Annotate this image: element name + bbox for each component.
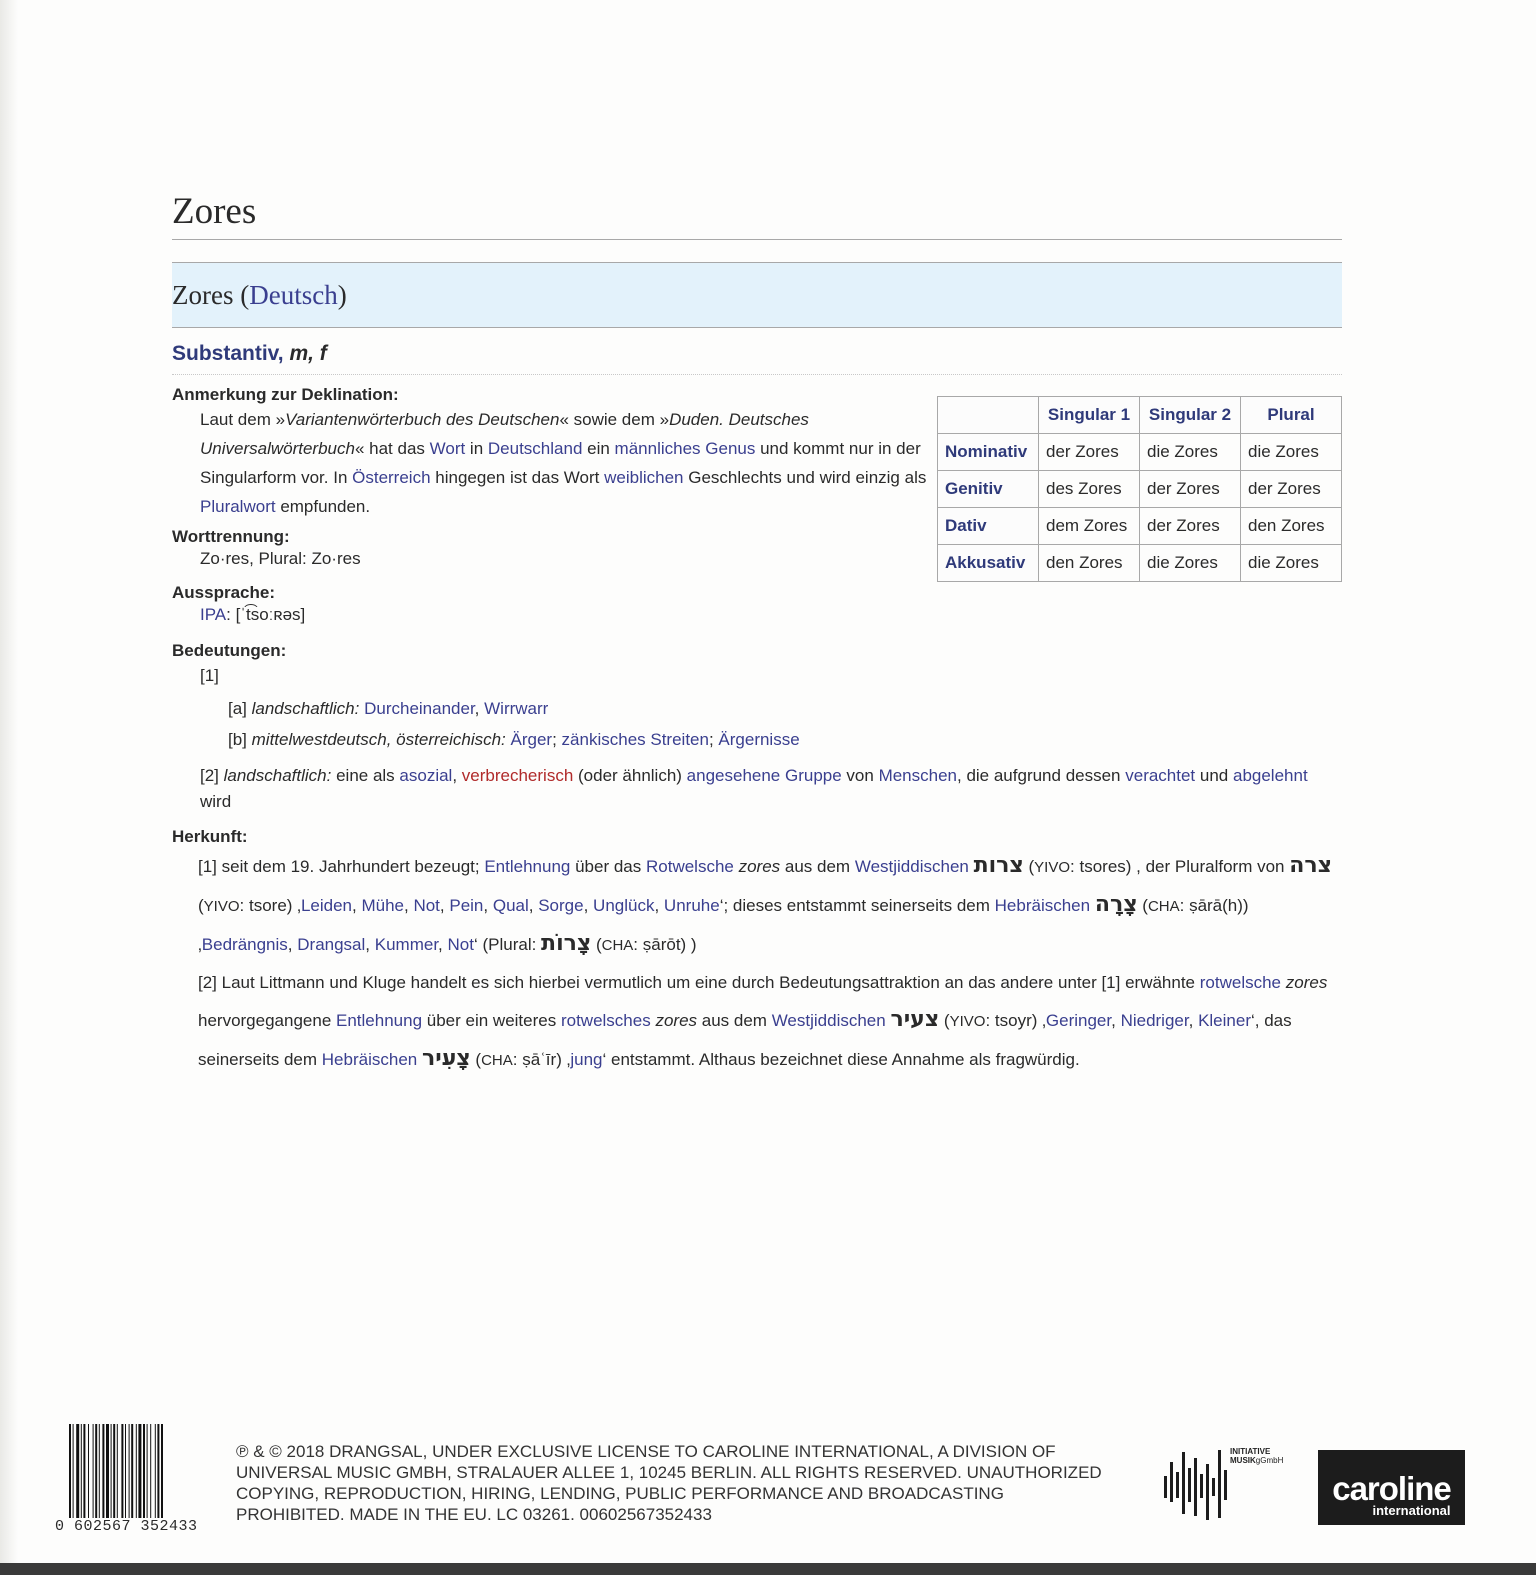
barcode-bar bbox=[69, 1424, 71, 1524]
meaning-item: [b] mittelwestdeutsch, österreichisch: Ärger; zänkisches Streiten; Ärgernisse bbox=[228, 730, 800, 749]
link[interactable]: jung bbox=[570, 1050, 603, 1069]
link[interactable]: Deutschland bbox=[487, 439, 583, 458]
gender: m, f bbox=[289, 342, 327, 365]
hebrew-word: צָרָה bbox=[1094, 892, 1138, 917]
link[interactable]: Österreich bbox=[352, 468, 431, 487]
link[interactable]: Pein bbox=[449, 896, 484, 915]
case-label[interactable]: Akkusativ bbox=[938, 545, 1039, 582]
table-cell: den Zores bbox=[1039, 545, 1140, 582]
link[interactable]: zänkisches Streiten bbox=[561, 730, 709, 749]
link[interactable]: Wirrwarr bbox=[484, 699, 549, 718]
link[interactable]: rotwelsche bbox=[1199, 973, 1282, 992]
dictionary-page bbox=[172, 190, 1342, 1079]
table-row bbox=[938, 545, 1342, 582]
link[interactable]: Westjiddischen bbox=[771, 1011, 886, 1030]
meaning-item: [a] landschaftlich: Durcheinander, Wirrwarr bbox=[228, 699, 549, 718]
barcode-bar bbox=[121, 1424, 123, 1524]
link[interactable]: Entlehnung bbox=[484, 857, 571, 876]
link[interactable]: Kleiner bbox=[1198, 1011, 1251, 1030]
pronunciation-section bbox=[172, 583, 1342, 627]
link[interactable]: Ärger bbox=[510, 730, 553, 749]
language-header bbox=[172, 262, 1342, 328]
barcode-bar bbox=[117, 1424, 118, 1524]
column-header: Singular 1 bbox=[1039, 397, 1140, 434]
section-heading: Aussprache: bbox=[172, 583, 275, 602]
barcode-bar bbox=[102, 1424, 104, 1524]
link[interactable]: männliches bbox=[614, 439, 701, 458]
hebrew-word: צרה bbox=[1289, 853, 1332, 878]
page-title: Zores bbox=[172, 190, 1342, 240]
link[interactable]: verachtet bbox=[1125, 766, 1196, 785]
link[interactable]: Kummer bbox=[374, 935, 439, 954]
link[interactable]: Genus bbox=[705, 439, 756, 458]
table-cell: die Zores bbox=[1241, 545, 1342, 582]
link[interactable]: asozial bbox=[399, 766, 453, 785]
origin-section bbox=[172, 827, 1342, 1079]
link[interactable]: Westjiddischen bbox=[854, 857, 969, 876]
copyright-notice: ℗ & © 2018 DRANGSAL, UNDER EXCLUSIVE LICENSE TO CAROLINE INTERNATIONAL, A DIVISION OF UNIVERSAL MUSIC GMBH, STRALAUER ALLEE 1, 10245 BERLIN. ALL RIGHTS RESERVED. UNAUTHORIZED COPYING, REPRODUCTION, HIRING, LENDING, PUBLIC PERFORMANCE AND BROADCASTING PROHIBITED. MADE IN THE EU. LC 03261. 00602567352433 bbox=[236, 1442, 1102, 1524]
barcode-bar bbox=[99, 1424, 100, 1524]
hebrew-word: צָעִיר bbox=[421, 1046, 471, 1071]
barcode-bar bbox=[131, 1424, 133, 1524]
barcode-bar bbox=[95, 1424, 97, 1524]
language-link[interactable]: Deutsch bbox=[249, 279, 338, 310]
origin-paragraph-1: [1] seit dem 19. Jahrhundert bezeugt; Entlehnung über das Rotwelsche zores aus dem Westjiddischen צרות (YIVO: tsores) , der Pluralform von צרה (YIVO: tsore) ‚Leiden, Mühe, Not, Pein, Qual, Sorge, Unglück, Unruhe‘; dieses entstammt seinerseits dem Hebräischen צָרָה (CHA: ṣārā(h)) ‚Bedrängnis, Drangsal, Kummer, Not‘ (Plural: צָרוֹת (CHA: ṣārōt) ) bbox=[198, 853, 1332, 956]
link[interactable]: Geringer bbox=[1045, 1011, 1112, 1030]
part-of-speech: Substantiv, m, f bbox=[172, 342, 1342, 375]
link[interactable]: Bedrängnis bbox=[201, 935, 288, 954]
hebrew-word: צעיר bbox=[890, 1007, 940, 1032]
link[interactable]: Not bbox=[413, 896, 440, 915]
link[interactable]: Menschen bbox=[878, 766, 957, 785]
table-cell: den Zores bbox=[1241, 508, 1342, 545]
link[interactable]: angesehene bbox=[686, 766, 781, 785]
table-cell: der Zores bbox=[1140, 471, 1241, 508]
link[interactable]: Unglück bbox=[593, 896, 655, 915]
case-label[interactable]: Genitiv bbox=[938, 471, 1039, 508]
section-heading: Herkunft: bbox=[172, 827, 248, 846]
table-cell: die Zores bbox=[1140, 434, 1241, 471]
origin-paragraph-2: [2] Laut Littmann und Kluge handelt es sich hierbei vermutlich um eine durch Bedeutungsattraktion an das andere unter [1] erwähnte rotwelsche zores hervorgegangene Entlehnung über ein weiteres rotwelsches zores aus dem Westjiddischen צעיר (YIVO: tsoyr) ‚Geringer, Niedriger, Kleiner‘, das seinerseits dem Hebräischen צָעִיר (CHA: ṣāʿīr) ‚jung‘ entstammt. Althaus bezeichnet diese Annahme als fragwürdig. bbox=[198, 973, 1328, 1071]
section-heading: Bedeutungen: bbox=[172, 641, 287, 660]
caroline-international-logo: caroline international bbox=[1318, 1450, 1465, 1525]
table-header-row bbox=[938, 397, 1342, 434]
barcode-bar bbox=[76, 1424, 79, 1524]
link[interactable]: Wort bbox=[429, 439, 466, 458]
language-heading: Zores (Deutsch) bbox=[172, 279, 347, 310]
barcode-bar bbox=[143, 1424, 145, 1524]
column-header: Plural bbox=[1241, 397, 1342, 434]
meaning-item: [2] landschaftlich: eine als asozial, verbrecherisch (oder ähnlich) angesehene Gruppe von Menschen, die aufgrund dessen verachtet und abgelehnt wird bbox=[200, 766, 1308, 811]
meaning-number: [1] bbox=[200, 666, 219, 685]
table-cell: die Zores bbox=[1140, 545, 1241, 582]
missing-link[interactable]: verbrecherisch bbox=[461, 766, 574, 785]
link[interactable]: Niedriger bbox=[1120, 1011, 1189, 1030]
barcode-bar bbox=[157, 1424, 159, 1524]
table-row bbox=[938, 471, 1342, 508]
link[interactable]: Entlehnung bbox=[336, 1011, 423, 1030]
link[interactable]: Unruhe bbox=[663, 896, 720, 915]
link[interactable]: Gruppe bbox=[785, 766, 842, 785]
link[interactable]: Drangsal bbox=[297, 935, 366, 954]
link[interactable]: Mühe bbox=[361, 896, 404, 915]
barcode-bar bbox=[113, 1424, 115, 1524]
barcode-bar bbox=[150, 1424, 151, 1524]
link[interactable]: Rotwelsche bbox=[645, 857, 734, 876]
barcode-bar bbox=[93, 1424, 94, 1524]
link[interactable]: Ärgernisse bbox=[718, 730, 800, 749]
ipa-value: : [ˈt͡soːʀəs] bbox=[226, 605, 306, 624]
link[interactable]: Hebräischen bbox=[994, 896, 1091, 915]
sleeve-bottom-edge bbox=[0, 1563, 1536, 1575]
table-row bbox=[938, 434, 1342, 471]
barcode-bar bbox=[138, 1424, 141, 1524]
hyphenation-text: Zo·res, Plural: Zo·res bbox=[200, 549, 361, 568]
link[interactable]: Sorge bbox=[538, 896, 584, 915]
sleeve-edge-shadow bbox=[0, 0, 18, 1575]
case-label[interactable]: Dativ bbox=[938, 508, 1039, 545]
declension-note-text: Laut dem »Variantenwörterbuch des Deutschen« sowie dem »Duden. Deutsches Universalwörterbuch« hat das Wort in Deutschland ein männliches Genus und kommt nur in der Singularform vor. In Österreich hingegen ist das Wort weiblichen Geschlechts und wird einzig als Pluralwort empfunden. bbox=[200, 410, 927, 516]
link[interactable]: weiblichen bbox=[604, 468, 684, 487]
link[interactable]: Hebräischen bbox=[321, 1050, 418, 1069]
declension-table bbox=[937, 396, 1342, 582]
barcode-bar bbox=[106, 1424, 109, 1524]
link[interactable]: Not bbox=[447, 935, 474, 954]
table-cell: des Zores bbox=[1039, 471, 1140, 508]
barcode-bar bbox=[81, 1424, 82, 1524]
section-heading: Worttrennung: bbox=[172, 527, 290, 546]
barcode-bar bbox=[125, 1424, 126, 1524]
barcode-bar bbox=[155, 1424, 156, 1524]
table-cell: die Zores bbox=[1241, 434, 1342, 471]
barcode-bar bbox=[88, 1424, 89, 1524]
heading-word: Zores bbox=[172, 279, 234, 310]
barcode-bar bbox=[136, 1424, 137, 1524]
link[interactable]: Qual bbox=[492, 896, 529, 915]
barcode-bar bbox=[111, 1424, 112, 1524]
barcode-bar bbox=[73, 1424, 74, 1524]
link[interactable]: Leiden bbox=[300, 896, 352, 915]
link[interactable]: Durcheinander bbox=[364, 699, 475, 718]
link[interactable]: abgelehnt bbox=[1232, 766, 1308, 785]
column-header: Singular 2 bbox=[1140, 397, 1241, 434]
section-heading: Anmerkung zur Deklination: bbox=[172, 385, 399, 404]
table-cell: der Zores bbox=[1039, 434, 1140, 471]
table-cell: der Zores bbox=[1140, 508, 1241, 545]
table-row bbox=[938, 508, 1342, 545]
link[interactable]: Pluralwort bbox=[200, 497, 276, 516]
case-label[interactable]: Nominativ bbox=[938, 434, 1039, 471]
initiative-musik-label: INITIATIVE MUSIKgGmbH bbox=[1230, 1447, 1284, 1465]
table-cell: der Zores bbox=[1241, 471, 1342, 508]
barcode-bar bbox=[83, 1424, 85, 1524]
ipa-link[interactable]: IPA bbox=[200, 605, 227, 624]
hebrew-word: צָרוֹת bbox=[541, 931, 592, 956]
table-cell: dem Zores bbox=[1039, 508, 1140, 545]
barcode-bar bbox=[147, 1424, 148, 1524]
link[interactable]: rotwelsches bbox=[560, 1011, 651, 1030]
barcode-number: 0 602567 352433 bbox=[55, 1518, 201, 1535]
barcode-bar bbox=[129, 1424, 130, 1524]
hebrew-word: צרות bbox=[973, 853, 1024, 878]
barcode-bar bbox=[161, 1424, 163, 1524]
meanings-section bbox=[172, 641, 1342, 815]
